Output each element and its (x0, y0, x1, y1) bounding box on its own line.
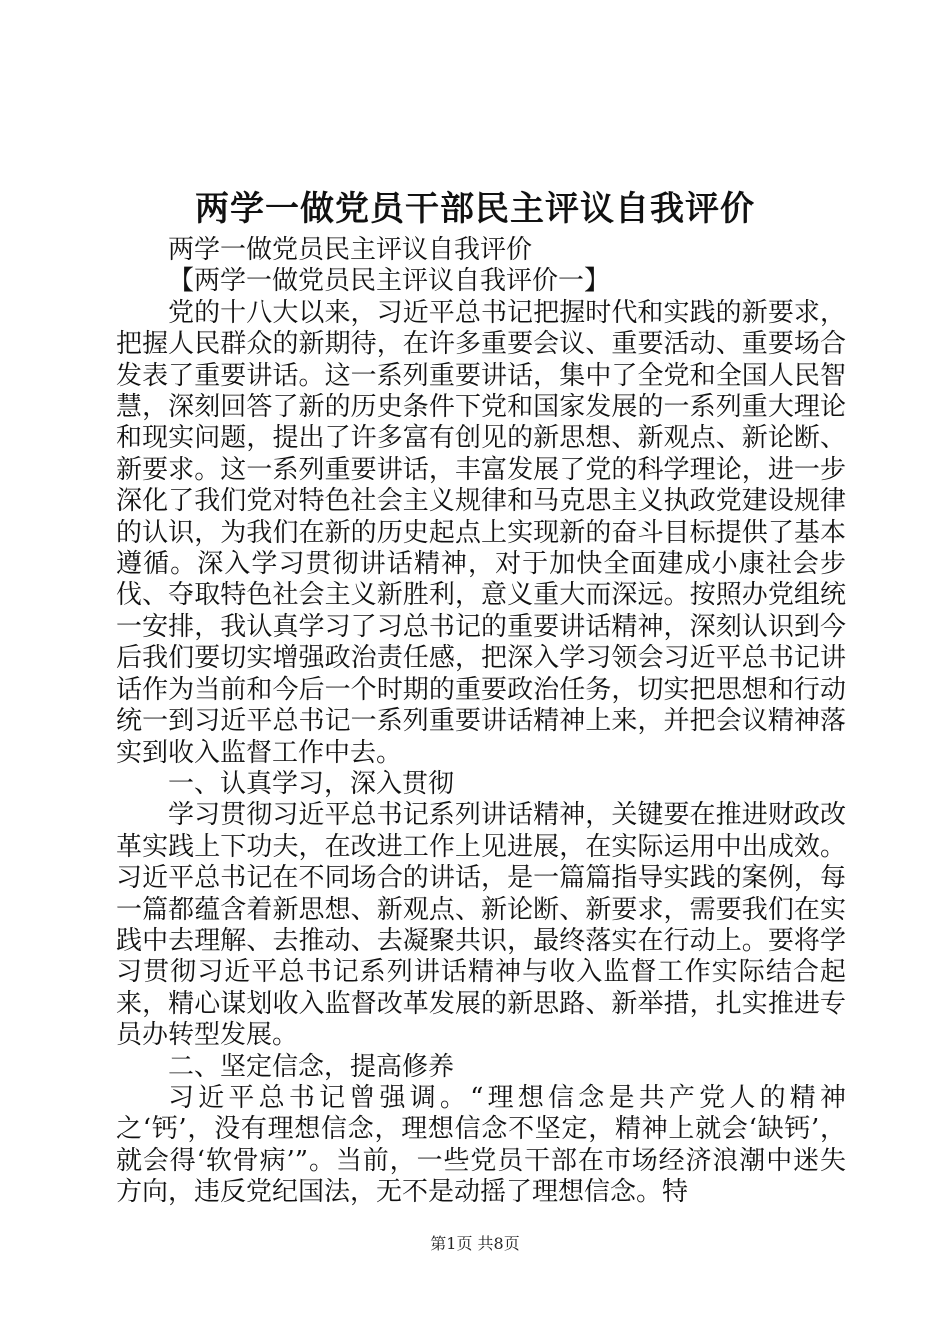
document-title: 两学一做党员干部民主评议自我评价 (195, 189, 755, 229)
paragraph-subtitle: 两学一做党员民主评议自我评价 (168, 235, 533, 265)
paragraph-belief: 习近平总书记曾强调。“理想信念是共产党人的精神之‘钙’，没有理想信念，理想信念不坚定，精神上就会‘缺钙’，就会得‘软骨病’”。当前，一些党员干部在市场经济浪潮中迷失方向，违反党纪国法，无不是动摇了理想信念。特 (116, 1082, 846, 1208)
paragraph-study: 学习贯彻习近平总书记系列讲话精神，关键要在推进财政改革实践上下功夫，在改进工作上见进展，在实际运用中出成效。习近平总书记在不同场合的讲话，是一篇篇指导实践的案例，每一篇都蕴含着新思想、新观点、新论断、新要求，需要我们在实践中去理解、去推动、去凝聚共识，最终落实在行动上。要将学习贯彻习近平总书记系列讲话精神与收入监督工作实际结合起来，精心谋划收入监督改革发展的新思路、新举措，扎实推进专员办转型发展。 (116, 800, 846, 1051)
paragraph-heading-one: 一、认真学习，深入贯彻 (168, 768, 455, 799)
page-number-footer: 第1页 共8页 (430, 1234, 520, 1253)
paragraph-heading-two: 二、坚定信念，提高修养 (168, 1051, 455, 1082)
paragraph-section-heading: 【两学一做党员民主评议自我评价一】 (168, 266, 611, 297)
document-body (116, 235, 846, 1209)
paragraph-intro: 党的十八大以来，习近平总书记把握时代和实践的新要求，把握人民群众的新期待，在许多重要会议、重要活动、重要场合发表了重要讲话。这一系列重要讲话，集中了全党和全国人民智慧，深刻回答了新的历史条件下党和国家发展的一系列重大理论和现实问题，提出了许多富有创见的新思想、新观点、新论断、新要求。这一系列重要讲话，丰富发展了党的科学理论，进一步深化了我们党对特色社会主义规律和马克思主义执政党建设规律的认识，为我们在新的历史起点上实现新的奋斗目标提供了基本遵循。深入学习贯彻讲话精神，对于加快全面建成小康社会步伐、夺取特色社会主义新胜利，意义重大而深远。按照办党组统一安排，我认真学习了习总书记的重要讲话精神，深刻认识到今后我们要切实增强政治责任感，把深入学习领会习近平总书记讲话作为当前和今后一个时期的重要政治任务，切实把思想和行动统一到习近平总书记一系列重要讲话精神上来，并把会议精神落实到收入监督工作中去。 (116, 297, 846, 768)
